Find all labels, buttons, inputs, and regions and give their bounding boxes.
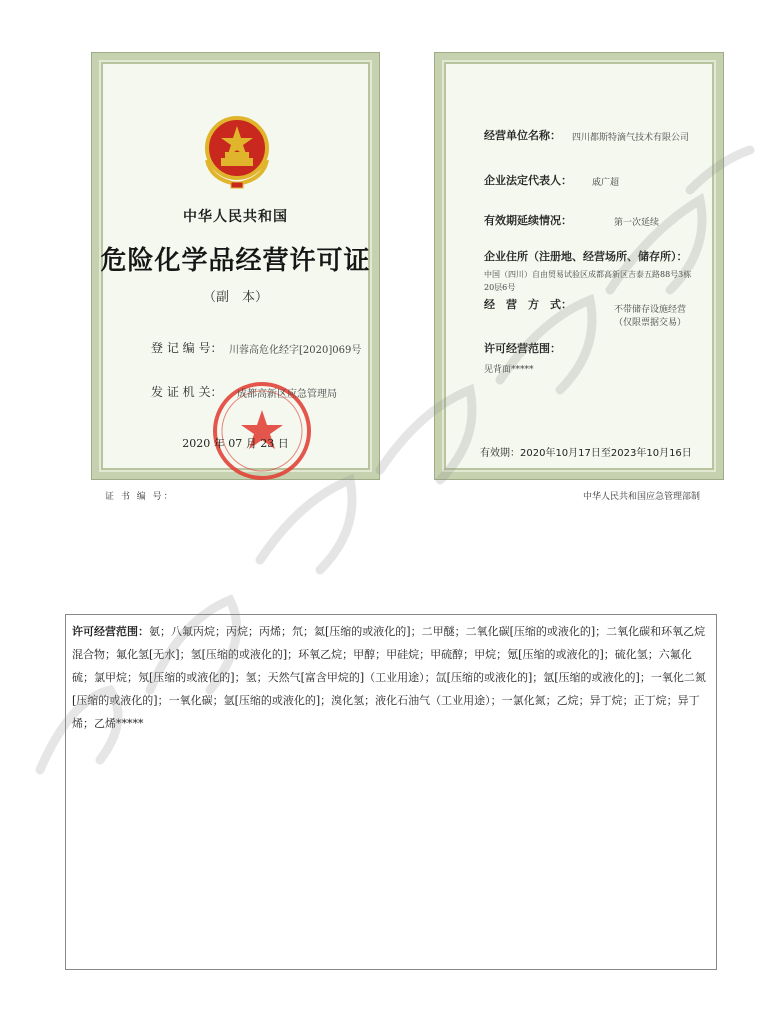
company-value: 四川都斯特滴气技术有限公司 [572,133,690,143]
certificate-number-label: 证 书 编 号： [105,492,175,502]
national-emblem-icon [201,110,273,190]
country-name: 中华人民共和国 [183,209,288,225]
scope-label: 许可经营范围： [484,342,561,355]
address-label: 企业住所（注册地、经营场所、储存所）： [484,250,688,263]
business-mode-label: 经 营 方 式： [484,298,572,311]
certificate-left-panel [92,53,379,479]
company-label: 经营单位名称： [484,129,561,142]
registration-value: 川蓉高危化经字[2020]069号 [229,345,362,356]
copy-label: （副 本） [202,290,268,305]
address-value: 中国（四川）自由贸易试验区成都高新区吉泰五路88号3栋20层6号 [484,270,692,292]
issuing-ministry: 中华人民共和国应急管理部制 [583,492,701,502]
issue-date: 2020 年 07 月 23 日 [182,437,289,450]
registration-label: 登 记 编 号： [151,341,223,355]
issuer-label: 发 证 机 关： [151,385,223,399]
scope-box [65,614,717,970]
business-mode-line-2: （仅限票据交易） [613,318,686,328]
certificate-right-panel [435,53,723,479]
legal-rep-label: 企业法定代表人： [484,174,572,187]
renewal-label: 有效期延续情况： [484,214,572,227]
scope-value: 见背面***** [484,365,534,375]
scope-box-content: 氨；八氟丙烷；丙烷；丙烯；氘；氦[压缩的或液化的]；二甲醚；二氧化碳[压缩的或液化的]；二氧化碳和环氧乙烷混合物；氟化氢[无水]；氢[压缩的或液化的]；环氧乙烷；甲醇；甲硅烷；甲硫醇；甲烷；氪[压缩的或液化的]；硫化氢；六氟化硫；氯甲烷；氖[压缩的或液化的]；氢；天然气[富含甲烷的]（工业用途）；氙[压缩的或液化的]；氩[压缩的或液化的]；一氧化二氮[压缩的或液化的]；一氧化碳；氩[压缩的或液化的]；溴化氢；液化石油气（工业用途）；一氯化氮；乙烷；异丁烷；正丁烷；异丁烯；乙烯***** [72,625,706,730]
business-mode-value [590,304,710,330]
validity-period: 有效期：2020年10月17日至2023年10月16日 [480,448,692,459]
issuer-value: 成都高新区应急管理局 [237,389,337,400]
scope-text [72,620,712,735]
scope-box-label: 许可经营范围： [72,625,149,638]
certificate-title: 危险化学品经营许可证 [100,246,371,276]
legal-rep-value: 戚广超 [592,178,620,188]
renewal-value: 第一次延续 [614,218,660,228]
business-mode-line-1: 不带储存设施经营 [613,305,686,315]
